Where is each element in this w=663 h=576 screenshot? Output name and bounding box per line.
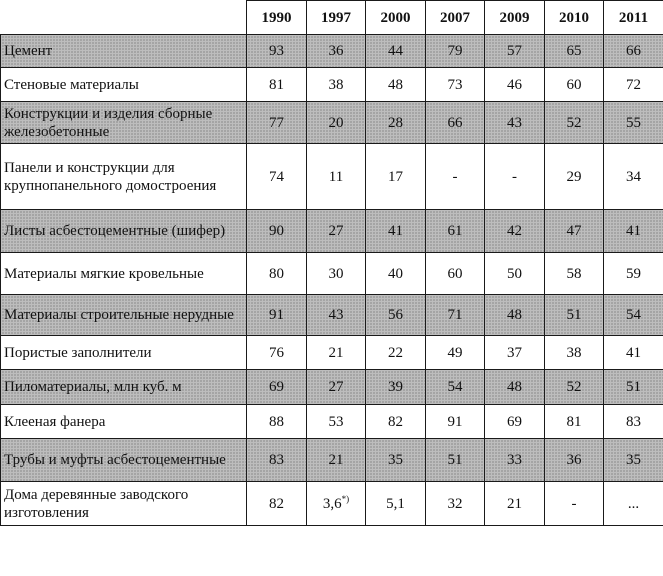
value-cell bbox=[426, 336, 485, 370]
value-text: 81 bbox=[269, 76, 284, 93]
value-cell bbox=[366, 405, 426, 439]
value-cell bbox=[426, 210, 485, 253]
value-cell bbox=[247, 336, 307, 370]
value-text: 48 bbox=[507, 307, 522, 323]
year-header: 2009 bbox=[485, 1, 545, 35]
value-text: 49 bbox=[447, 344, 463, 361]
value-text: 80 bbox=[269, 265, 284, 282]
value-cell bbox=[604, 102, 663, 144]
table-row bbox=[1, 144, 663, 210]
value-text: 52 bbox=[566, 379, 582, 395]
value-cell bbox=[307, 144, 366, 210]
value-cell bbox=[426, 35, 485, 68]
value-text: 60 bbox=[566, 76, 582, 93]
value-text: 20 bbox=[328, 114, 344, 131]
value-cell bbox=[247, 370, 307, 405]
value-cell bbox=[485, 482, 545, 526]
value-text: 43 bbox=[507, 114, 522, 131]
value-text: 37 bbox=[507, 344, 522, 361]
value-cell bbox=[604, 482, 663, 526]
table-row bbox=[1, 210, 663, 253]
value-text: ... bbox=[627, 495, 640, 512]
value-text: 91 bbox=[269, 307, 284, 323]
value-text: 72 bbox=[626, 76, 641, 93]
value-cell bbox=[307, 482, 366, 526]
value-cell bbox=[604, 439, 663, 482]
value-cell bbox=[247, 68, 307, 102]
value-text: 81 bbox=[566, 413, 582, 430]
value-cell bbox=[545, 68, 604, 102]
value-text: 41 bbox=[388, 223, 403, 239]
row-label: Пиломатериалы, млн куб. м bbox=[1, 370, 247, 405]
footnote-marker: *) bbox=[341, 493, 350, 504]
year-header: 1990 bbox=[247, 1, 307, 35]
value-cell bbox=[604, 210, 663, 253]
value-text: 39 bbox=[388, 379, 403, 395]
value-cell bbox=[247, 439, 307, 482]
value-cell bbox=[485, 253, 545, 295]
value-text: 3,6 bbox=[322, 495, 342, 512]
value-cell bbox=[307, 68, 366, 102]
table-row bbox=[1, 68, 663, 102]
value-text: 43 bbox=[328, 307, 344, 323]
value-cell bbox=[604, 68, 663, 102]
table-body bbox=[1, 35, 663, 526]
value-text: 76 bbox=[269, 344, 284, 361]
value-cell bbox=[247, 210, 307, 253]
table-row bbox=[1, 35, 663, 68]
value-text: 52 bbox=[566, 114, 582, 131]
value-cell bbox=[545, 210, 604, 253]
value-text: 47 bbox=[566, 223, 582, 239]
value-text: 88 bbox=[269, 413, 284, 430]
row-label: Дома деревянные заводского изготовления bbox=[1, 482, 247, 526]
row-label: Пористые заполнители bbox=[1, 336, 247, 370]
value-text: 38 bbox=[566, 344, 582, 361]
value-cell bbox=[307, 295, 366, 336]
value-text: 36 bbox=[566, 452, 582, 468]
value-text: 74 bbox=[269, 168, 284, 185]
value-cell bbox=[366, 439, 426, 482]
value-text: - bbox=[512, 168, 517, 185]
value-text: 66 bbox=[626, 43, 641, 59]
value-text: 46 bbox=[507, 76, 522, 93]
value-cell bbox=[247, 35, 307, 68]
value-cell bbox=[366, 253, 426, 295]
value-text: 66 bbox=[447, 114, 463, 131]
value-cell bbox=[426, 144, 485, 210]
year-header: 2010 bbox=[545, 1, 604, 35]
value-text: 33 bbox=[507, 452, 522, 468]
value-text: 61 bbox=[447, 223, 463, 239]
value-cell bbox=[426, 253, 485, 295]
value-text: 82 bbox=[388, 413, 403, 430]
value-cell bbox=[604, 370, 663, 405]
value-text: 51 bbox=[566, 307, 582, 323]
value-text: 56 bbox=[388, 307, 403, 323]
value-text: 50 bbox=[507, 265, 522, 282]
value-cell bbox=[247, 482, 307, 526]
value-text: 69 bbox=[507, 413, 522, 430]
value-cell bbox=[366, 482, 426, 526]
value-text: 65 bbox=[566, 43, 582, 59]
value-cell bbox=[366, 35, 426, 68]
value-text: 91 bbox=[447, 413, 463, 430]
value-cell bbox=[247, 253, 307, 295]
value-cell bbox=[307, 35, 366, 68]
value-text: 21 bbox=[328, 452, 344, 468]
value-cell bbox=[604, 336, 663, 370]
value-cell bbox=[307, 210, 366, 253]
row-label: Листы асбестоцементные (шифер) bbox=[1, 210, 247, 253]
value-cell bbox=[307, 405, 366, 439]
value-text: 38 bbox=[328, 76, 344, 93]
value-cell bbox=[545, 336, 604, 370]
value-cell bbox=[485, 295, 545, 336]
value-cell bbox=[366, 144, 426, 210]
value-cell bbox=[426, 370, 485, 405]
row-label: Стеновые материалы bbox=[1, 68, 247, 102]
value-text: 35 bbox=[626, 452, 641, 468]
value-cell bbox=[426, 482, 485, 526]
table-row bbox=[1, 405, 663, 439]
value-text: 54 bbox=[626, 307, 641, 323]
value-text: 30 bbox=[328, 265, 344, 282]
value-text: 40 bbox=[388, 265, 403, 282]
value-text: 90 bbox=[269, 223, 284, 239]
value-text: 57 bbox=[507, 43, 522, 59]
value-cell bbox=[307, 370, 366, 405]
year-header: 2011 bbox=[604, 1, 663, 35]
value-text: 55 bbox=[626, 114, 641, 131]
value-cell bbox=[426, 68, 485, 102]
table-row bbox=[1, 336, 663, 370]
value-cell bbox=[366, 210, 426, 253]
value-text: 51 bbox=[447, 452, 463, 468]
value-cell bbox=[604, 253, 663, 295]
value-text: 58 bbox=[566, 265, 582, 282]
value-text: 59 bbox=[626, 265, 641, 282]
value-text: 60 bbox=[447, 265, 463, 282]
table-row bbox=[1, 102, 663, 144]
value-text: 71 bbox=[447, 307, 463, 323]
value-cell bbox=[247, 102, 307, 144]
value-cell bbox=[545, 295, 604, 336]
value-cell bbox=[545, 482, 604, 526]
value-text: 69 bbox=[269, 379, 284, 395]
value-cell bbox=[545, 144, 604, 210]
value-cell bbox=[485, 35, 545, 68]
table-row bbox=[1, 370, 663, 405]
value-cell bbox=[485, 336, 545, 370]
value-cell bbox=[545, 370, 604, 405]
value-text: 48 bbox=[388, 76, 403, 93]
value-cell bbox=[426, 439, 485, 482]
value-cell bbox=[307, 439, 366, 482]
header-row bbox=[1, 1, 663, 35]
value-text: 27 bbox=[328, 379, 344, 395]
value-cell bbox=[485, 370, 545, 405]
value-cell bbox=[485, 68, 545, 102]
value-text: 36 bbox=[328, 43, 344, 59]
row-label: Панели и конструкции для крупнопанельного домостроения bbox=[1, 144, 247, 210]
value-text: 27 bbox=[328, 223, 344, 239]
year-header: 1997 bbox=[307, 1, 366, 35]
value-cell bbox=[307, 253, 366, 295]
value-cell bbox=[366, 336, 426, 370]
table-row bbox=[1, 439, 663, 482]
row-label: Трубы и муфты асбестоцементные bbox=[1, 439, 247, 482]
table-row bbox=[1, 482, 663, 526]
value-text: 93 bbox=[269, 43, 284, 59]
value-text: 53 bbox=[328, 413, 344, 430]
value-cell bbox=[247, 144, 307, 210]
value-text: 83 bbox=[626, 413, 641, 430]
value-cell bbox=[247, 405, 307, 439]
value-cell bbox=[604, 144, 663, 210]
value-cell bbox=[545, 439, 604, 482]
value-cell bbox=[426, 405, 485, 439]
value-cell bbox=[247, 295, 307, 336]
value-cell bbox=[604, 405, 663, 439]
value-cell bbox=[307, 336, 366, 370]
value-text: 17 bbox=[388, 168, 403, 185]
value-cell bbox=[485, 210, 545, 253]
value-cell bbox=[545, 35, 604, 68]
value-text: 5,1 bbox=[386, 495, 405, 512]
value-text: 51 bbox=[626, 379, 641, 395]
value-cell bbox=[545, 405, 604, 439]
value-cell bbox=[366, 295, 426, 336]
value-text: 21 bbox=[328, 344, 344, 361]
row-label: Конструкции и изделия сборные железобетонные bbox=[1, 102, 247, 144]
value-cell bbox=[426, 295, 485, 336]
value-text: 54 bbox=[447, 379, 463, 395]
value-text: 77 bbox=[269, 114, 284, 131]
value-text: 44 bbox=[388, 43, 403, 59]
value-cell bbox=[485, 144, 545, 210]
value-text: 41 bbox=[626, 344, 641, 361]
value-cell bbox=[604, 35, 663, 68]
value-cell bbox=[485, 102, 545, 144]
header-corner bbox=[1, 1, 247, 35]
year-header: 2000 bbox=[366, 1, 426, 35]
table-row bbox=[1, 253, 663, 295]
value-text: 48 bbox=[507, 379, 522, 395]
value-cell bbox=[366, 68, 426, 102]
value-text: 42 bbox=[507, 223, 522, 239]
value-text: 79 bbox=[447, 43, 463, 59]
value-text: - bbox=[452, 168, 458, 185]
value-text: 82 bbox=[269, 495, 284, 512]
value-text: 83 bbox=[269, 452, 284, 468]
value-cell bbox=[366, 102, 426, 144]
value-text: 29 bbox=[566, 168, 582, 185]
value-cell bbox=[545, 253, 604, 295]
value-cell bbox=[604, 295, 663, 336]
row-label: Клееная фанера bbox=[1, 405, 247, 439]
value-cell bbox=[545, 102, 604, 144]
value-text: - bbox=[571, 495, 577, 512]
value-text: 41 bbox=[626, 223, 641, 239]
year-header: 2007 bbox=[426, 1, 485, 35]
table-row bbox=[1, 295, 663, 336]
value-text: 35 bbox=[388, 452, 403, 468]
value-cell bbox=[485, 439, 545, 482]
value-cell bbox=[366, 370, 426, 405]
value-text: 73 bbox=[447, 76, 463, 93]
row-label: Цемент bbox=[1, 35, 247, 68]
value-cell bbox=[485, 405, 545, 439]
value-text: 22 bbox=[388, 344, 403, 361]
row-label: Материалы строительные нерудные bbox=[1, 295, 247, 336]
value-text: 34 bbox=[626, 168, 641, 185]
value-text: 32 bbox=[447, 495, 463, 512]
value-text: 28 bbox=[388, 114, 403, 131]
row-label: Материалы мягкие кровельные bbox=[1, 253, 247, 295]
value-text: 11 bbox=[328, 168, 344, 185]
value-cell bbox=[426, 102, 485, 144]
value-cell bbox=[307, 102, 366, 144]
value-text: 21 bbox=[507, 495, 522, 512]
